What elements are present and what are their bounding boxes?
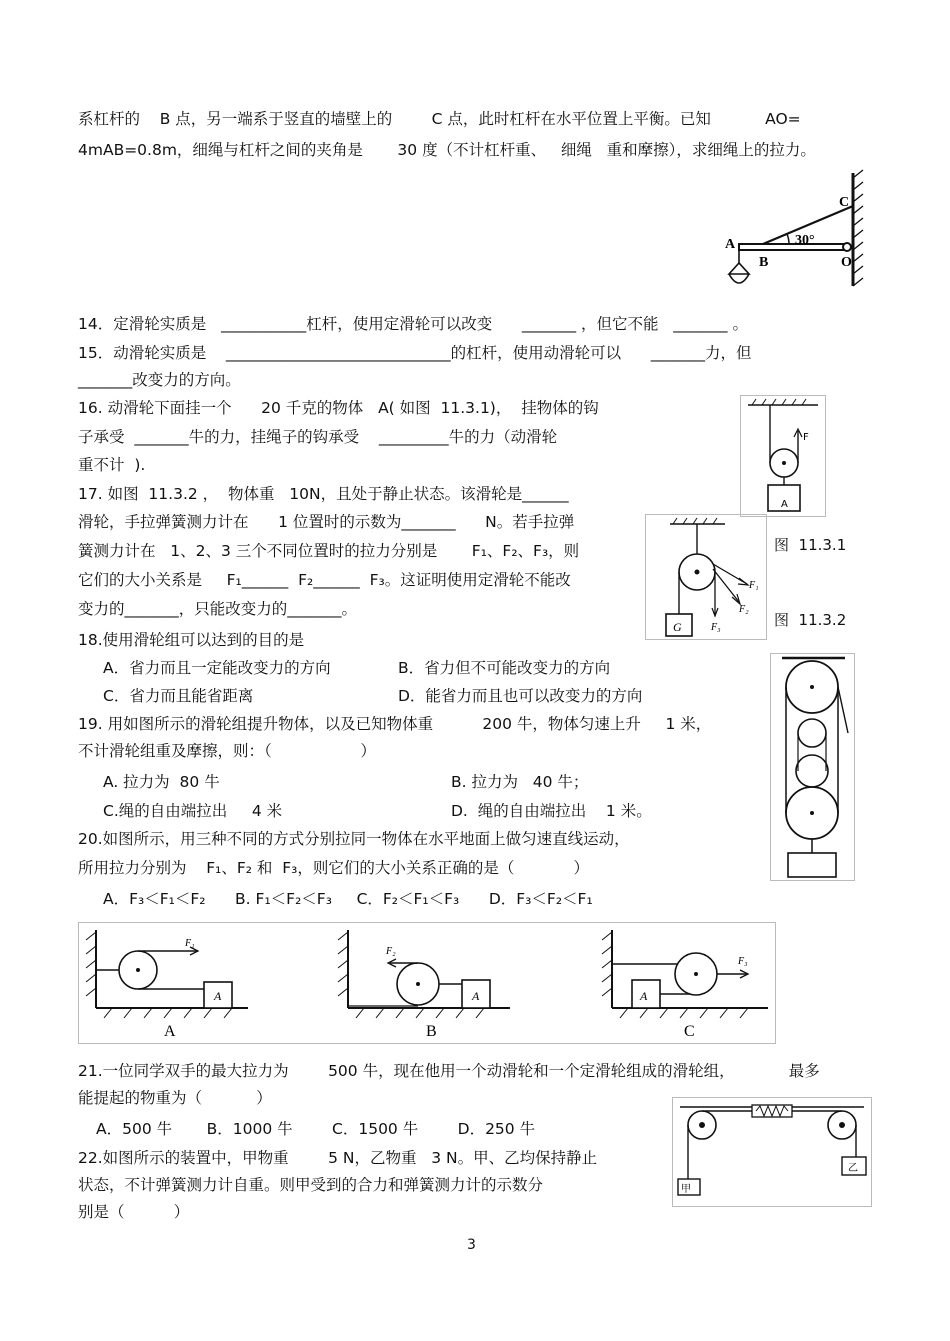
question-17-cont: 它们的大小关系是 F₁______ F₂______ F₃。这证明使用定滑轮不能改 [78, 571, 571, 589]
label-c: C [839, 195, 850, 210]
label-b: B [759, 255, 769, 270]
label-f1: F₁ [749, 580, 759, 591]
option-19-d: D. 绳的自由端拉出 1 米。 [451, 802, 652, 820]
question-14: 14．定滑轮实质是 ___________杠杆，使用定滑轮可以改变 _______ ，但它不能 _______ 。 [78, 315, 748, 333]
question-16-cont: 重不计 ). [78, 456, 146, 474]
question-15-cont: _______改变力的方向。 [78, 371, 241, 389]
label-f2: F₂ [386, 946, 396, 957]
label-jia: 甲 [681, 1184, 691, 1195]
question-22-cont: 别是（ ） [78, 1203, 190, 1221]
label-f1: F₁ [185, 938, 195, 949]
label-yi: 乙 [848, 1163, 858, 1174]
question-22-cont: 状态，不计弹簧测力计自重。则甲受到的合力和弹簧测力计的示数分 [78, 1176, 544, 1194]
question-19-cont: 不计滑轮组重及摩擦，则：（ ） [78, 742, 376, 760]
question-20-cont: 所用拉力分别为 F₁、F₂ 和 F₃，则它们的大小关系正确的是（ ） [78, 859, 590, 877]
label-f3: F₃ [711, 622, 721, 633]
sub-label-a: A [164, 1023, 176, 1040]
options-21: A．500 牛 B．1000 牛 C．1500 牛 D．250 牛 [96, 1120, 536, 1138]
sub-label-c: C [684, 1023, 695, 1040]
question-21: 21.一位同学双手的最大拉力为 500 牛，现在他用一个动滑轮和一个定滑轮组成的滑轮组， 最多 [78, 1062, 820, 1080]
figure-11-3-1 [740, 395, 830, 517]
question-21-cont: 能提起的物重为（ ） [78, 1089, 272, 1107]
question-18: 18.使用滑轮组可以达到的目的是 [78, 631, 305, 649]
question-16: 16. 动滑轮下面挂一个 20 千克的物体 A( 如图 11.3.1)， 挂物体的钩 [78, 399, 599, 417]
label-f3: F₃ [738, 956, 748, 967]
figure-q20 [78, 922, 776, 1044]
block-label: A [214, 989, 222, 1003]
question-19: 19. 用如图所示的滑轮组提升物体，以及已知物体重 200 牛，物体匀速上升 1 米， [78, 715, 712, 733]
label-f: F [803, 432, 809, 443]
caption-11-3-2: 图 11.3.2 [774, 611, 847, 629]
question-17: 17. 如图 11.3.2 ， 物体重 10N，且处于静止状态。该滑轮是______ [78, 485, 569, 503]
block-label: A [472, 989, 480, 1003]
question-22: 22.如图所示的装置中，甲物重 5 N，乙物重 3 N。甲、乙均保持静止 [78, 1149, 598, 1167]
label-g: G [673, 620, 682, 634]
diagram-b [338, 930, 510, 1040]
question-17-cont: 滑轮，手拉弹簧测力计在 1 位置时的示数为_______ N。若手拉弹 [78, 513, 575, 531]
option-18-a: A．省力而且一定能改变力的方向 [103, 659, 331, 677]
option-19-a: A. 拉力为 80 牛 [103, 773, 220, 791]
text-line: 4mAB=0.8m，细绳与杠杆之间的夹角是 30 度（不计杠杆重、 细绳 重和摩擦），求细绳上的拉力。 [78, 141, 816, 159]
caption-11-3-1: 图 11.3.1 [774, 536, 847, 554]
label-o: O [841, 255, 852, 270]
diagram-c [602, 930, 768, 1040]
option-18-d: D．能省力而且也可以改变力的方向 [398, 687, 643, 705]
label-f2: F₂ [739, 604, 749, 615]
page-number: 3 [467, 1237, 476, 1253]
question-17-cont: 变力的_______，只能改变力的_______。 [78, 600, 358, 618]
question-16-cont: 子承受 _______牛的力，挂绳子的钩承受 _________牛的力（动滑轮 [78, 428, 558, 446]
question-17-cont: 簧测力计在 1、2、3 三个不同位置时的拉力分别是 F₁、F₂、F₃，则 [78, 542, 580, 560]
sub-label-b: B [426, 1023, 437, 1040]
pulley-block-figure [770, 653, 855, 881]
label-a: A [725, 237, 736, 252]
block-label: A [640, 989, 648, 1003]
lever-figure [725, 168, 870, 296]
question-15: 15．动滑轮实质是 _____________________________的杠杆，使用动滑轮可以 _______力，但 [78, 344, 752, 362]
option-18-c: C．省力而且能省距离 [103, 687, 254, 705]
options-20: A．F₃＜F₁＜F₂ B. F₁＜F₂＜F₃ C．F₂＜F₁＜F₃ D．F₃＜F₂＜F₁ [103, 890, 593, 908]
angle-label: 30° [795, 233, 815, 248]
option-19-c: C.绳的自由端拉出 4 米 [103, 802, 283, 820]
option-18-b: B．省力但不可能改变力的方向 [398, 659, 611, 677]
label-a: A [781, 499, 788, 510]
diagram-a [86, 930, 248, 1040]
figure-11-3-2 [645, 514, 767, 640]
figure-q22 [672, 1097, 872, 1207]
option-19-b: B. 拉力为 40 牛； [451, 773, 589, 791]
question-20: 20.如图所示，用三种不同的方式分别拉同一物体在水平地面上做匀速直线运动， [78, 830, 630, 848]
text-line: 系杠杆的 B 点，另一端系于竖直的墙壁上的 C 点，此时杠杆在水平位置上平衡。已知 AO= [78, 110, 801, 128]
